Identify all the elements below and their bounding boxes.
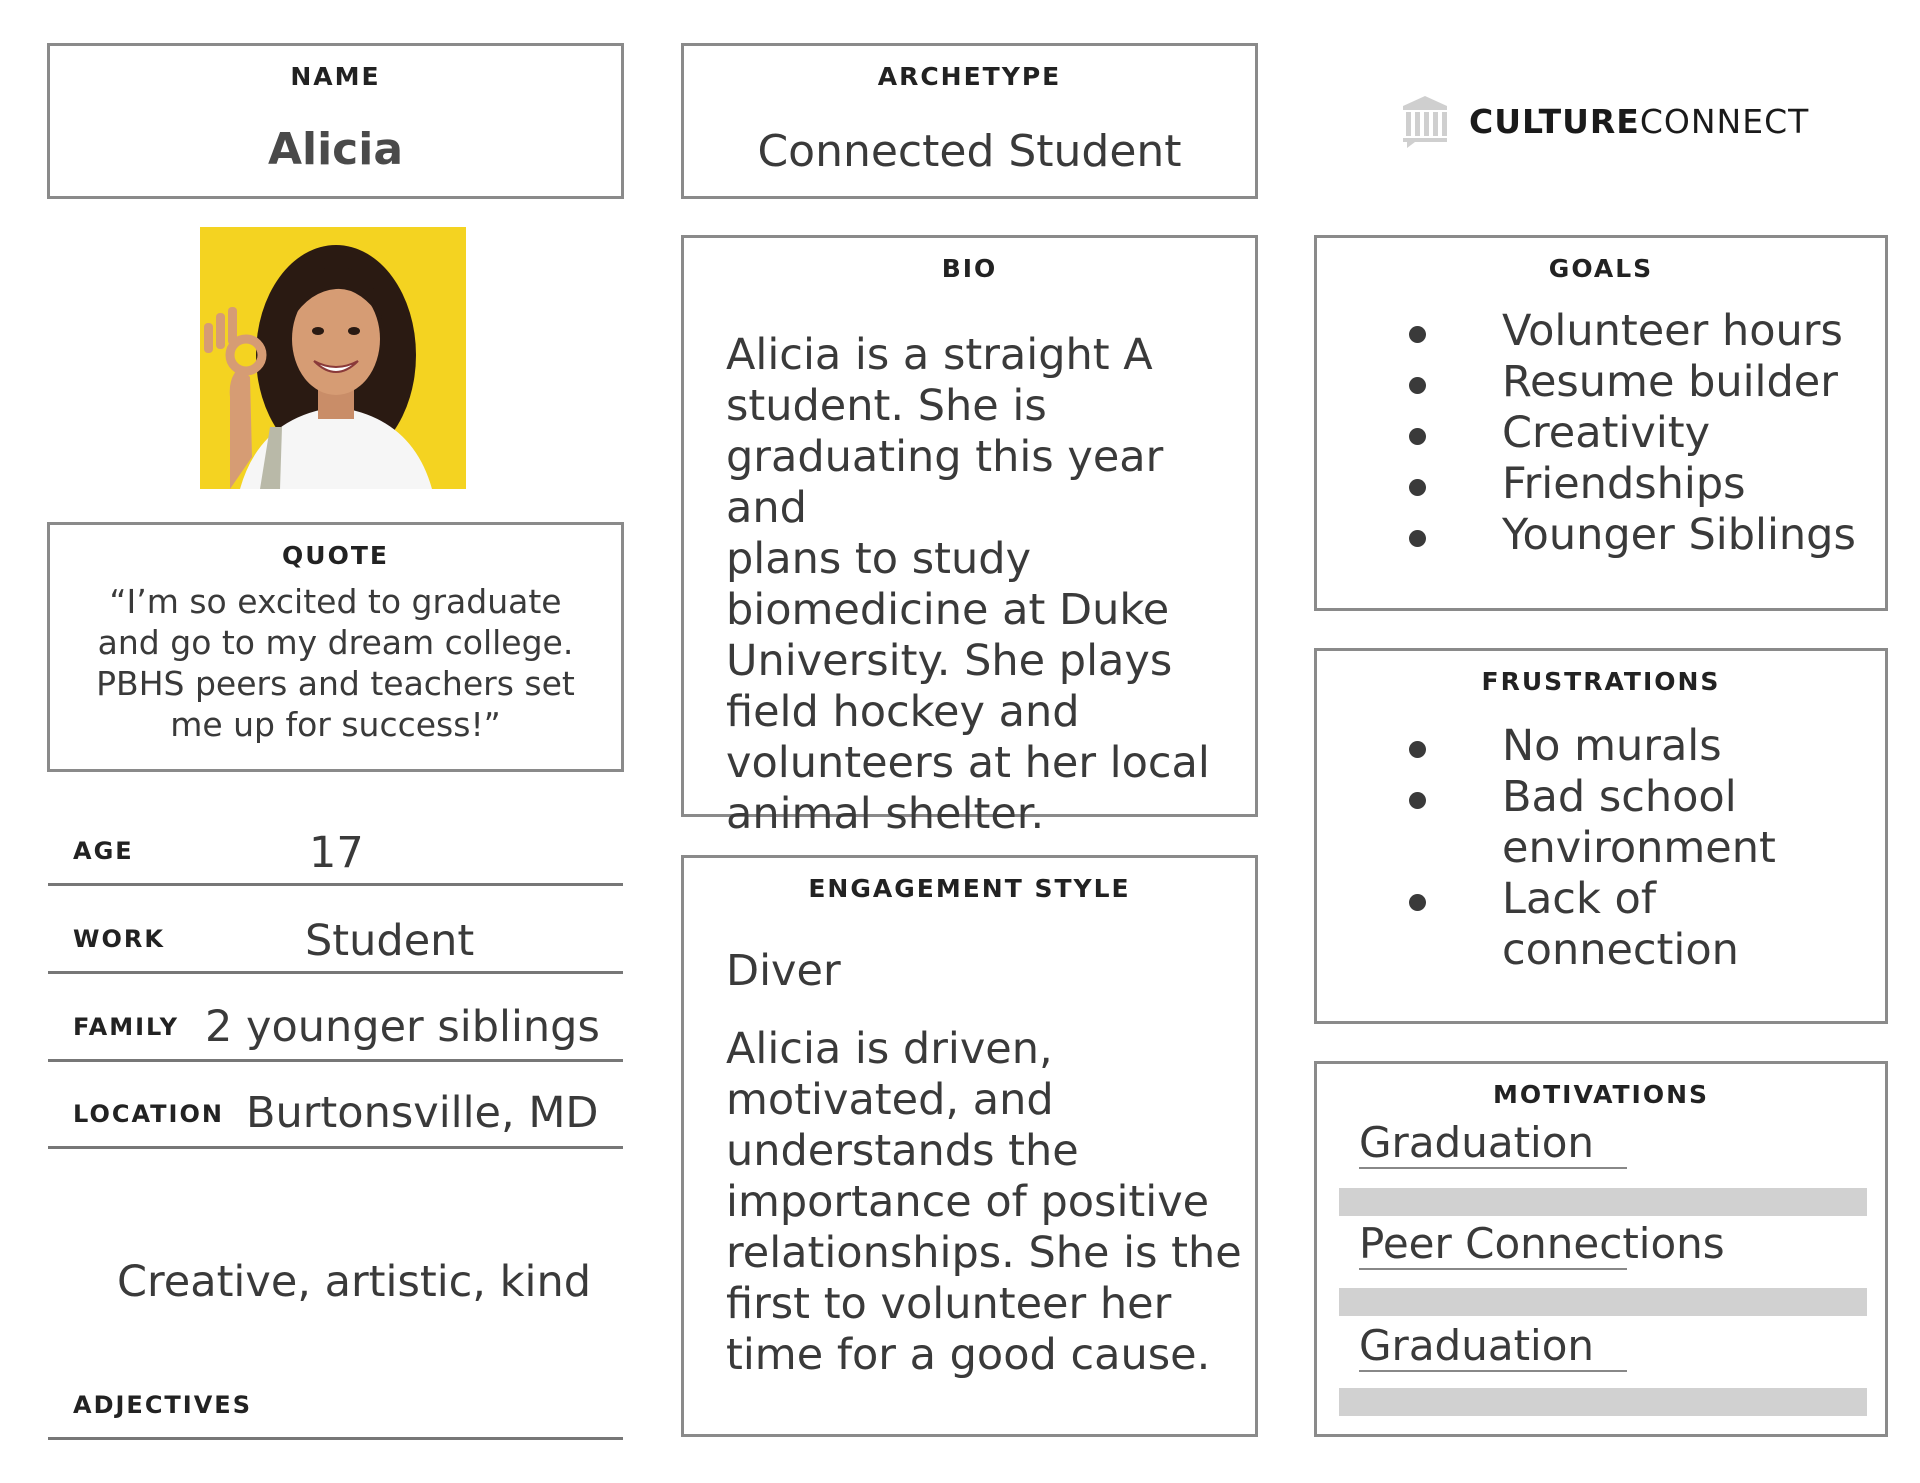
- bio-line: University. She plays: [726, 636, 1173, 686]
- quote-line: PBHS peers and teachers set: [96, 664, 575, 703]
- goal-item: Resume builder: [1409, 357, 1856, 408]
- engagement-line: importance of positive: [726, 1177, 1210, 1227]
- name-heading: NAME: [290, 62, 381, 91]
- adjectives-row: [48, 1391, 623, 1440]
- bio-line: student. She is: [726, 381, 1047, 431]
- archetype-card: [681, 43, 1258, 199]
- engagement-line: motivated, and: [726, 1075, 1054, 1125]
- bio-line: biomedicine at Duke: [726, 585, 1170, 635]
- persona-photo: [200, 227, 466, 489]
- quote-line: me up for success!”: [170, 705, 501, 744]
- frustration-text: Lack of: [1502, 874, 1656, 924]
- frustration-item: [1409, 874, 1776, 976]
- name-card: [47, 43, 624, 199]
- frustration-text: environment: [1502, 823, 1776, 873]
- logo-bold: CULTURE: [1469, 102, 1640, 141]
- bio-line: animal shelter.: [726, 789, 1045, 839]
- work-value: Student: [305, 916, 475, 966]
- archetype-heading: ARCHETYPE: [877, 62, 1062, 91]
- goals-list: [1409, 306, 1856, 561]
- work-label: WORK: [73, 925, 165, 953]
- detail-row-work: [48, 916, 623, 974]
- family-value: 2 younger siblings: [205, 1002, 600, 1052]
- goal-item: Younger Siblings: [1409, 510, 1856, 561]
- detail-row-location: [48, 1088, 623, 1149]
- motivations-heading: MOTIVATIONS: [1492, 1080, 1710, 1109]
- motivation-bar: [1339, 1188, 1867, 1216]
- bio-line: field hockey and: [726, 687, 1080, 737]
- bio-line: volunteers at her local: [726, 738, 1210, 788]
- engagement-style: Diver: [726, 946, 841, 996]
- bio-heading: BIO: [941, 254, 998, 283]
- frustration-text: Bad school: [1502, 772, 1737, 822]
- frustration-text: connection: [1502, 925, 1739, 975]
- motivation-label: Graduation: [1359, 1118, 1595, 1167]
- frustrations-heading: FRUSTRATIONS: [1481, 667, 1721, 696]
- persona-name: Alicia: [267, 124, 404, 175]
- detail-row-age: [48, 828, 623, 886]
- motivation-bar: [1339, 1288, 1867, 1316]
- archetype-value: Connected Student: [757, 126, 1182, 177]
- motivation-label: Graduation: [1359, 1321, 1595, 1370]
- goal-item: Creativity: [1409, 408, 1856, 459]
- bio-line: graduating this year and: [726, 432, 1164, 533]
- engagement-line: relationships. She is the: [726, 1228, 1242, 1278]
- frustration-item: [1409, 772, 1776, 874]
- building-columns-icon: [1399, 92, 1451, 148]
- quote-line: “I’m so excited to graduate: [109, 582, 562, 621]
- engagement-card: [681, 855, 1258, 1437]
- engagement-text: [726, 1024, 1242, 1381]
- motivation-label: Peer Connections: [1359, 1219, 1725, 1268]
- engagement-line: first to volunteer her: [726, 1279, 1172, 1329]
- logo: [1399, 92, 1819, 152]
- quote-heading: QUOTE: [282, 541, 389, 570]
- location-label: LOCATION: [73, 1100, 224, 1128]
- logo-light: CONNECT: [1639, 102, 1810, 141]
- motivation-underline: [1359, 1268, 1627, 1270]
- portrait-photo: [200, 227, 466, 489]
- frustrations-list: [1409, 721, 1776, 976]
- motivation-underline: [1359, 1370, 1627, 1372]
- detail-row-family: [48, 1002, 623, 1062]
- motivation-underline: [1359, 1167, 1627, 1169]
- frustration-text: No murals: [1502, 721, 1722, 771]
- motivations-card: [1314, 1061, 1888, 1437]
- frustration-item: [1409, 721, 1776, 772]
- age-value: 17: [309, 828, 364, 878]
- engagement-heading: ENGAGEMENT STYLE: [808, 874, 1131, 903]
- logo-wordmark: [1469, 102, 1809, 141]
- engagement-line: Alicia is driven,: [726, 1024, 1053, 1074]
- family-label: FAMILY: [73, 1013, 179, 1041]
- frustrations-card: [1314, 648, 1888, 1024]
- age-label: AGE: [73, 837, 134, 865]
- engagement-line: understands the: [726, 1126, 1079, 1176]
- goals-heading: GOALS: [1548, 254, 1654, 283]
- bio-card: [681, 235, 1258, 839]
- goals-card: [1314, 235, 1888, 611]
- quote-text: [50, 581, 621, 745]
- bio-text: [726, 330, 1255, 840]
- quote-line: and go to my dream college.: [97, 623, 574, 662]
- quote-card: [47, 522, 624, 772]
- motivation-bar: [1339, 1388, 1867, 1416]
- bio-line: plans to study: [726, 534, 1032, 584]
- bio-line: Alicia is a straight A: [726, 330, 1153, 380]
- adjectives-label: ADJECTIVES: [73, 1391, 252, 1419]
- goal-item: Volunteer hours: [1409, 306, 1856, 357]
- engagement-line: time for a good cause.: [726, 1330, 1211, 1380]
- adjectives-value: Creative, artistic, kind: [117, 1257, 592, 1307]
- goal-item: Friendships: [1409, 459, 1856, 510]
- location-value: Burtonsville, MD: [246, 1088, 599, 1138]
